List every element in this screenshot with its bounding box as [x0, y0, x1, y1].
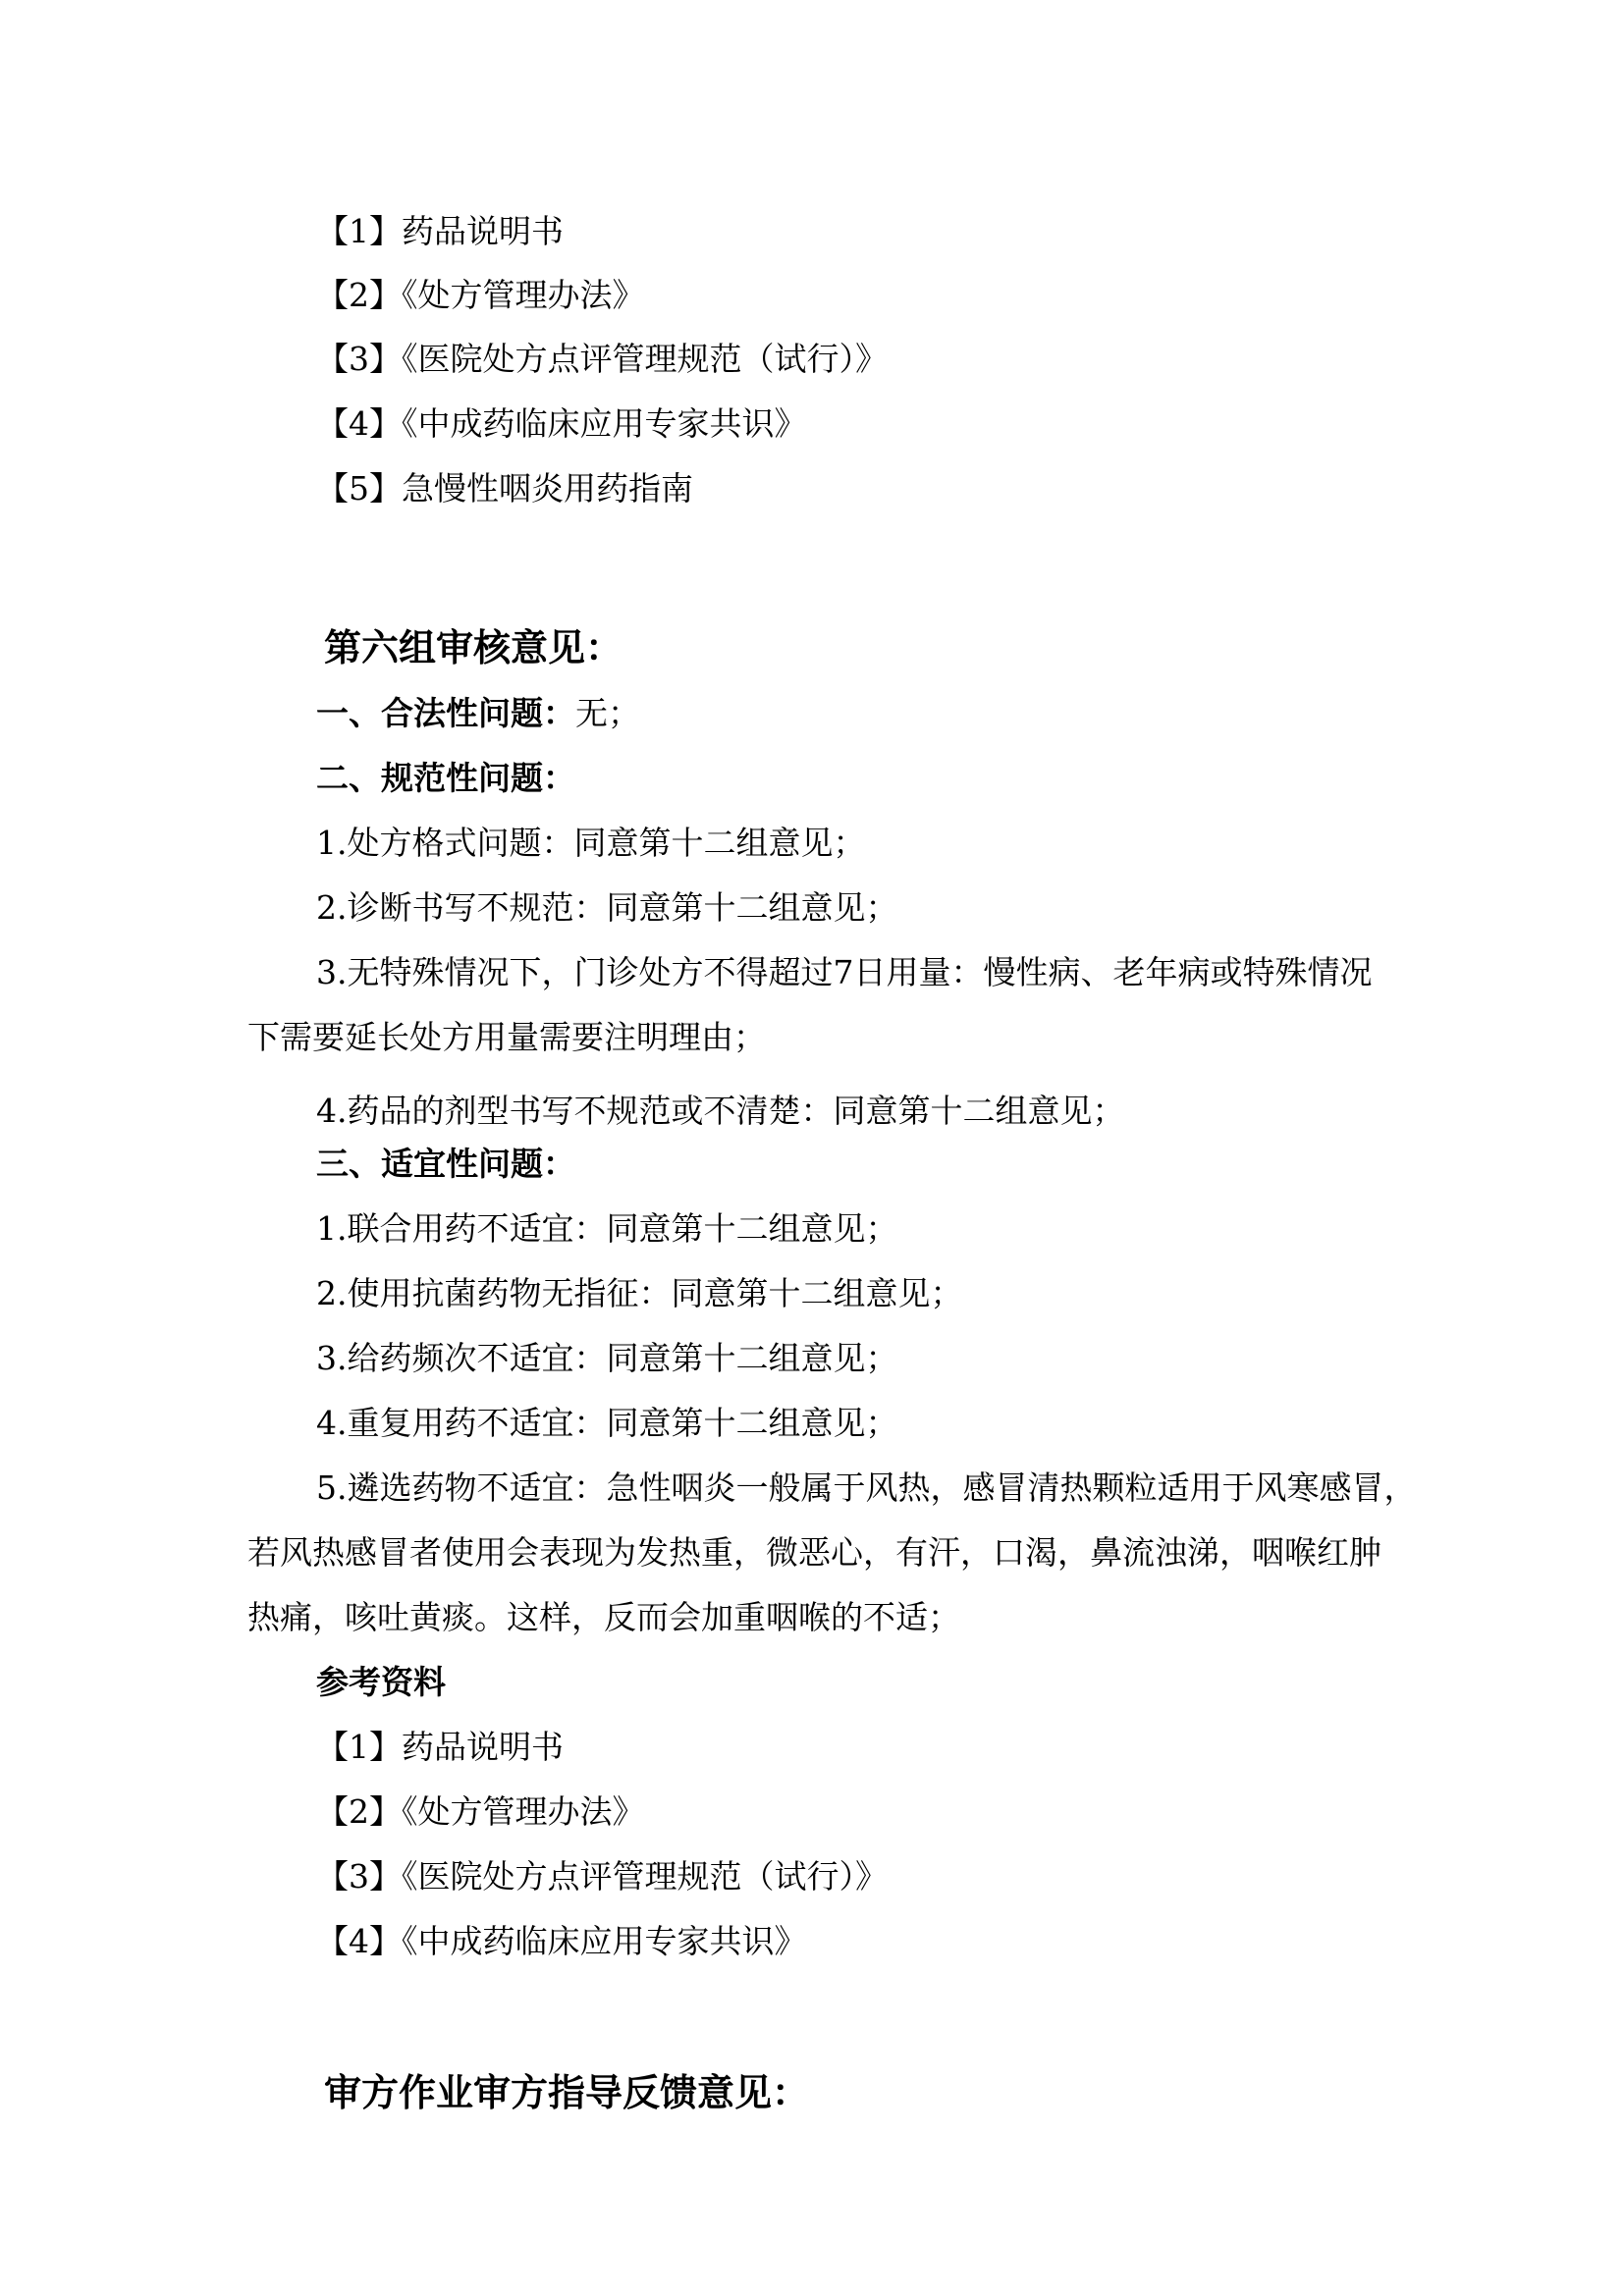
reference-item: 【4】《中成药临床应用专家共识》	[316, 1922, 807, 1960]
suit-item: 2.使用抗菌药物无指征：同意第十二组意见；	[316, 1274, 963, 1312]
reference-item: 【1】药品说明书	[316, 1728, 564, 1766]
norm-item: 2.诊断书写不规范：同意第十二组意见；	[316, 888, 898, 927]
suit-item: 4.重复用药不适宜：同意第十二组意见；	[316, 1404, 898, 1442]
suit-item-cont: 热痛，咳吐黄痰。这样，反而会加重咽喉的不适；	[247, 1598, 960, 1636]
reference-item: 【2】《处方管理办法》	[316, 1792, 645, 1831]
legality-label: 一、合法性问题：	[316, 694, 575, 732]
norm-item: 1.处方格式问题：同意第十二组意见；	[316, 824, 866, 862]
legality-value: 无；	[575, 694, 640, 732]
reference-item: 【4】《中成药临床应用专家共识》	[316, 404, 807, 443]
norm-item: 3.无特殊情况下，门诊处方不得超过7日用量：慢性病、老年病或特殊情况	[316, 953, 1373, 991]
reference-item: 【3】《医院处方点评管理规范（试行）》	[316, 1857, 888, 1896]
reference-item: 【1】药品说明书	[316, 212, 564, 250]
reference-item: 【3】《医院处方点评管理规范（试行）》	[316, 340, 888, 378]
suit-item: 3.给药频次不适宜：同意第十二组意见；	[316, 1339, 898, 1377]
suit-item-cont: 若风热感冒者使用会表现为发热重，微恶心，有汗，口渴，鼻流浊涕，咽喉红肿	[247, 1533, 1381, 1572]
suit-item: 1.联合用药不适宜：同意第十二组意见；	[316, 1209, 898, 1248]
suit-heading: 三、适宜性问题：	[316, 1145, 575, 1183]
feedback-title: 审方作业审方指导反馈意见：	[324, 2070, 810, 2114]
reference-item: 【2】《处方管理办法》	[316, 276, 645, 314]
reference-item: 【5】急慢性咽炎用药指南	[316, 469, 693, 507]
suit-item: 5.遴选药物不适宜：急性咽炎一般属于风热，感冒清热颗粒适用于风寒感冒，	[316, 1468, 1417, 1507]
norm-item-cont: 下需要延长处方用量需要注明理由；	[247, 1018, 766, 1056]
references-heading: 参考资料	[316, 1663, 446, 1701]
section-title: 第六组审核意见：	[324, 625, 623, 669]
norm-heading: 二、规范性问题：	[316, 759, 575, 797]
norm-item: 4.药品的剂型书写不规范或不清楚：同意第十二组意见；	[316, 1092, 1125, 1130]
legality-line	[316, 694, 640, 733]
